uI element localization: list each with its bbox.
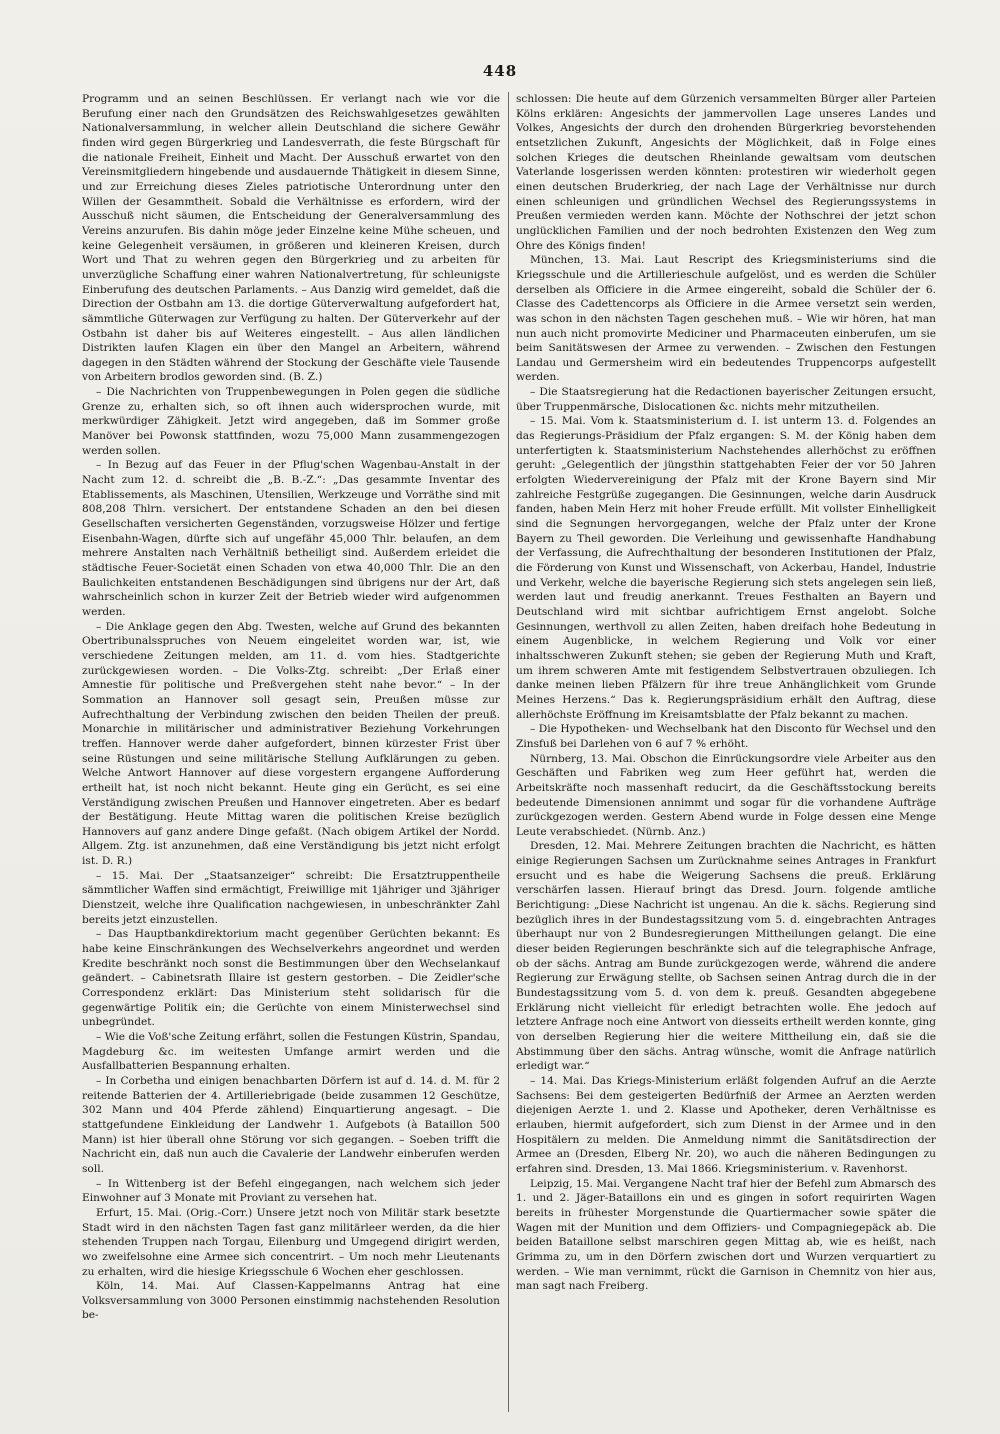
article-paragraph: – 14. Mai. Das Kriegs-Ministerium erläßt folgenden Aufruf an die Aerzte Sachsens: Bei dem gesteigerten Bedürfniß der Armee an Aerzten werden diejenigen Aerzte 1. und 2. Klasse und Apotheker, deren Verhältnisse es erlauben, hiermit aufgefordert, sich zum Dienst in der Armee und in den Hospitälern zu melden. Die Anmeldung nimmt die Sanitätsdirection der Armee an (Dresden, Elberg Nr. 20), wo auch die näheren Bedingungen zu erfahren sind. Dresden, 13. Mai 1866. Kriegsministerium. v. Ravenhorst. — [516, 1074, 936, 1175]
article-paragraph: – 15. Mai. Der „Staatsanzeiger“ schreibt: Die Ersatztruppentheile sämmtlicher Waffen sind ermächtigt, Freiwillige mit 1jähriger und 3jähriger Dienstzeit, welche ihre Qualification nachgewiesen, in unbeschränkter Zahl bereits jetzt einzustellen. — [82, 869, 500, 926]
article-paragraph: Programm und an seinen Beschlüssen. Er verlangt nach wie vor die Berufung einer nach den Grundsätzen des Reichswahlgesetzes gewählten Nationalversammlung, in welcher allein Deutschland die sichere Gewähr finden wird gegen Bürgerkrieg und Landesverrath, die feste Bürgschaft für die nationale Freiheit, Einheit und Macht. Der Ausschuß erwartet von den Vereinsmitgliedern hingebende und ausdauernde Thätigkeit in diesem Sinne, und zur Erreichung dieses Zieles patriotische Unterordnung unter den Willen der Gesammtheit. Sobald die Verhältnisse es erfordern, wird der Ausschuß nicht säumen, die Entscheidung der Generalversammlung des Vereins anzurufen. Bis dahin möge jeder Einzelne keine Mühe scheuen, und keine Gelegenheit versäumen, in größeren und kleineren Kreisen, durch Wort und That zu wehren gegen den Bürgerkrieg und zu arbeiten für unverzügliche Schaffung einer wahren Nationalvertretung, für schleunigste Einberufung des deutschen Parlaments. – Aus Danzig wird gemeldet, daß die Direction der Ostbahn am 13. die dortige Güterverwaltung aufgefordert hat, sämmtliche Güterwagen zur Verfügung zu halten. Der Güterverkehr auf der Ostbahn ist daher bis auf Weiteres eingestellt. – Aus allen ländlichen Distrikten laufen Klagen ein über den Mangel an Arbeitern, während dagegen in den Städten während der Stockung der Geschäfte viele Tausende von Arbeitern brodlos geworden sind. (B. Z.) — [82, 93, 500, 384]
right-column — [516, 92, 936, 1412]
article-paragraph: Nürnberg, 13. Mai. Obschon die Einrückungsordre viele Arbeiter aus den Geschäften und Fabriken weg zum Heer geführt hat, werden die Arbeitskräfte noch massenhaft reducirt, da die Geschäftsstockung bereits bedeutende Dimensionen annimmt und sogar für die vorhandene Aufträge zurückgezogen werden. Gestern Abend wurde in Folge dessen eine Menge Leute verabschiedet. (Nürnb. Anz.) — [516, 752, 936, 838]
article-paragraph: – Das Hauptbankdirektorium macht gegenüber Gerüchten bekannt: Es habe keine Einschränkungen des Wechselverkehrs angeordnet und werden Kredite beschränkt noch sonst die Bestimmungen über den Wechselankauf geändert. – Cabinetsrath Illaire ist gestern gestorben. – Die Zeidler'sche Correspondenz erklärt: Das Ministerium steht solidarisch für die gegenwärtige Politik ein; die Gerüchte von einem Ministerwechsel sind unbegründet. — [82, 928, 500, 1029]
article-paragraph: – 15. Mai. Vom k. Staatsministerium d. I. ist unterm 13. d. Folgendes an das Regierungs-Präsidium der Pfalz ergangen: S. M. der König haben dem unterfertigten k. Staatsministerium Nachstehendes allerhöchst zu eröffnen geruht: „Gelegentlich der jüngsthin stattgehabten Feier der vor 50 Jahren erfolgten Wiedervereinigung der Pfalz mit der Krone Bayern sind Mir zahlreiche Festgrüße zugegangen. Die Gesinnungen, welche darin Ausdruck fanden, haben Mein Herz mit hoher Freude erfüllt. Mit vollster Einhelligkeit sind die Segnungen hervorgegangen, welche der Pfalz unter der Krone Bayern zu Theil geworden. Die Verleihung und gewissenhafte Handhabung der Verfassung, die Aufrechthaltung der besonderen Institutionen der Pfalz, die Förderung von Kunst und Wissenschaft, von Ackerbau, Handel, Industrie und Verkehr, welche die bayerische Regierung sich stets angelegen sein ließ, werden laut und freudig anerkannt. Treues Festhalten an Bayern und Deutschland wird mit sichtbar aufrichtigem Ernst angelobt. Solche Gesinnungen, werthvoll zu allen Zeiten, haben dreifach hohe Bedeutung in einem Augenblicke, in welchem Regierung und Volk vor einer inhaltsschweren Zukunft stehen; sie geben der Regierung Muth und Kraft, um ihrem schweren Amte mit festigendem Selbstvertrauen obzuliegen. Ich danke meinen lieben Pfälzern für ihre treue Anhänglichkeit vom Grunde Meines Herzens.“ Das k. Regierungspräsidium erhält den Auftrag, diese allerhöchste Eröffnung im Kreisamtsblatte der Pfalz bekannt zu machen. — [516, 415, 936, 721]
column-divider — [508, 92, 509, 1412]
article-paragraph: – Wie die Voß'sche Zeitung erfährt, sollen die Festungen Küstrin, Spandau, Magdeburg &c. im weitesten Umfange armirt werden und die Ausfallbatterien Bespannung erhalten. — [82, 1031, 500, 1073]
article-paragraph: – Die Nachrichten von Truppenbewegungen in Polen gegen die südliche Grenze zu, erhalten sich, so oft ihnen auch widersprochen wurde, mit merkwürdiger Zähigkeit. Jetzt wird angegeben, daß im Sommer große Manöver bei Powonsk stattfinden, wozu 75,000 Mann zusammengezogen werden sollen. — [82, 386, 500, 457]
article-paragraph: Erfurt, 15. Mai. (Orig.-Corr.) Unsere jetzt noch von Militär stark besetzte Stadt wird in den nächsten Tagen fast ganz militärleer werden, da die hier stehenden Truppen nach Torgau, Eilenburg und Umgegend dirigirt werden, wo zweifelsohne eine Armee sich concentrirt. – Um noch mehr Lieutenants zu erhalten, wird die hiesige Kriegsschule 6 Wochen eher geschlossen. — [82, 1206, 500, 1278]
article-paragraph: – Die Staatsregierung hat die Redactionen bayerischer Zeitungen ersucht, über Truppenmärsche, Dislocationen &c. nichts mehr mitzutheilen. — [516, 386, 936, 413]
article-paragraph: – In Corbetha und einigen benachbarten Dörfern ist auf d. 14. d. M. für 2 reitende Batterien der 4. Artilleriebrigade (beide zusammen 12 Geschütze, 302 Mann und 404 Pferde zählend) Einquartierung angesagt. – Die stattgefundene Einkleidung der Landwehr 1. Aufgebots (à Bataillon 500 Mann) ist hier überall ohne Störung vor sich gegangen. – Soeben trifft die Nachricht ein, daß nun auch die Cavalerie der Landwehr einberufen werden soll. — [82, 1074, 500, 1175]
article-paragraph: Köln, 14. Mai. Auf Classen-Kappelmanns Antrag hat eine Volksversammlung von 3000 Personen einstimmig nachstehenden Resolution be- — [82, 1280, 500, 1322]
left-column — [82, 92, 500, 1412]
article-paragraph: München, 13. Mai. Laut Rescript des Kriegsministeriums sind die Kriegsschule und die Artillerieschule aufgelöst, und es werden die Schüler derselben als Officiere in die Armee eingereiht, sobald die Schüler der 6. Classe des Cadettencorps als Officiere in die Armee versetzt sein werden, was schon in den nächsten Tagen geschehen muß. – Wie wir hören, hat man nun auch nicht promovirte Mediciner und Pharmaceuten einberufen, um sie beim Sanitätswesen der Armee zu verwenden. – Zwischen den Festungen Landau und Germersheim wird ein bedeutendes Truppencorps aufgestellt werden. — [516, 254, 936, 384]
article-paragraph: – Die Hypotheken- und Wechselbank hat den Disconto für Wechsel und den Zinsfuß bei Darlehen von 6 auf 7 % erhöht. — [516, 723, 936, 750]
article-paragraph: – In Wittenberg ist der Befehl eingegangen, nach welchem sich jeder Einwohner auf 3 Monate mit Proviant zu versehen hat. — [82, 1177, 500, 1205]
article-paragraph: schlossen: Die heute auf dem Gürzenich versammelten Bürger aller Parteien Kölns erklären: Angesichts der jammervollen Lage unseres Landes und Volkes, Angesichts der durch den drohenden Bürgerkrieg bevorstehenden entsetzlichen Zukunft, Angesichts der Möglichkeit, daß in Folge eines solchen Krieges die deutschen Rheinlande gewaltsam vom deutschen Vaterlande losgerissen werden könnten: protestiren wir wiederholt gegen einen deutschen Bruderkrieg, der nach Lage der Verhältnisse nur durch einen schleunigen und gründlichen Wechsel des Regierungssystems in Preußen vermieden werden kann. Möchte der Nothschrei der jetzt schon unglücklichen Familien und der noch bedrohten Existenzen den Weg zum Ohre des Königs finden! — [516, 93, 936, 252]
article-paragraph: – In Bezug auf das Feuer in der Pflug'schen Wagenbau-Anstalt in der Nacht zum 12. d. schreibt die „B. B.-Z.“: „Das gesammte Inventar des Etablissements, als Maschinen, Utensilien, Werkzeuge und Vorräthe sind mit 808,208 Thlrn. versichert. Der entstandene Schaden an den bei diesen Gesellschaften versicherten Gegenständen, vorzugsweise Hölzer und fertige Eisenbahn-Wagen, dürfte sich auf ungefähr 45,000 Thlr. belaufen, an dem mehrere Anstalten nach Verhältniß betheiligt sind. Außerdem erleidet die städtische Feuer-Societät einen Schaden von etwa 40,000 Thlr. Die an den Baulichkeiten entstandenen Beschädigungen sind übrigens nur der Art, daß wahrscheinlich schon in kurzer Zeit der Betrieb wieder wird aufgenommen werden. — [82, 459, 500, 618]
article-paragraph: – Die Anklage gegen den Abg. Twesten, welche auf Grund des bekannten Obertribunalsspruches von Neuem eingeleitet worden war, ist, wie verschiedene Zeitungen melden, am 11. d. vom hies. Stadtgerichte zurückgewiesen worden. – Die Volks-Ztg. schreibt: „Der Erlaß einer Amnestie für politische und Preßvergehen steht nahe bevor.“ – In der Sommation an Hannover soll gesagt sein, Preußen müsse zur Aufrechthaltung der Verbindung zwischen den beiden Theilen der preuß. Monarchie in militärischer und administrativer Beziehung Vorkehrungen treffen. Hannover werde daher aufgefordert, binnen kürzester Frist über seine Rüstungen und seine militärische Stellung Aufklärungen zu geben. Welche Antwort Hannover auf diese vorgestern ergangene Aufforderung ertheilt hat, ist noch nicht bekannt. Heute ging ein Gerücht, es sei eine Verständigung zwischen Preußen und Hannover eingetreten. Aber es bedarf der Bestätigung. Heute Mittag waren die politischen Kreise bezüglich Hannovers auf ganz andere Dinge gefaßt. (Nach obigem Artikel der Nordd. Allgem. Ztg. ist anzunehmen, daß eine Verständigung bis jetzt nicht erfolgt ist. D. R.) — [82, 620, 500, 868]
page-number: 448 — [482, 62, 518, 80]
article-paragraph: Leipzig, 15. Mai. Vergangene Nacht traf hier der Befehl zum Abmarsch des 1. und 2. Jäger-Bataillons ein und es gingen in sofort requirirten Wagen bereits in frühester Morgenstunde die Quartiermacher sowie später die Wagen mit der Munition und dem Offiziers- und Compagniegepäck ab. Die beiden Bataillone selbst marschiren gegen Mittag ab, wie es heißt, nach Grimma zu, um in den Dörfern zwischen dort und Wurzen verquartiert zu werden. – Wie man vernimmt, rückt die Garnison in Chemnitz von hier aus, man sagt nach Freiberg. — [516, 1177, 936, 1293]
article-paragraph: Dresden, 12. Mai. Mehrere Zeitungen brachten die Nachricht, es hätten einige Regierungen Sachsen um Zurücknahme seines Antrages in Frankfurt ersucht und es habe die Weigerung Sachsens die preuß. Erklärung verschärfen lassen. Hierauf bringt das Dresd. Journ. folgende amtliche Berichtigung: „Diese Nachricht ist ungenau. An die k. sächs. Regierung sind bezüglich ihres in der Bundestagssitzung vom 5. d. eingebrachten Antrages überhaupt nur von 2 Bundesregierungen Mittheilungen gelangt. Die eine dieser beiden Regierungen beschränkte sich auf die telegraphische Anfrage, ob der sächs. Antrag am Bunde zurückgezogen werde, während die andere Regierung zur Erwägung stellte, ob Sachsen seinen Antrag durch die in der Bundestagssitzung vom 5. d. von dem k. preuß. Gesandten abgegebene Erklärung nicht vielleicht für erledigt betrachten wolle. Ehe jedoch auf letztere Anfrage noch eine Antwort von diesseits ertheilt werden konnte, ging von derselben Regierung hier die weitere Mittheilung ein, daß sie die Abstimmung über den sächs. Antrag wünsche, womit die Anfrage natürlich erledigt war.“ — [516, 840, 936, 1073]
